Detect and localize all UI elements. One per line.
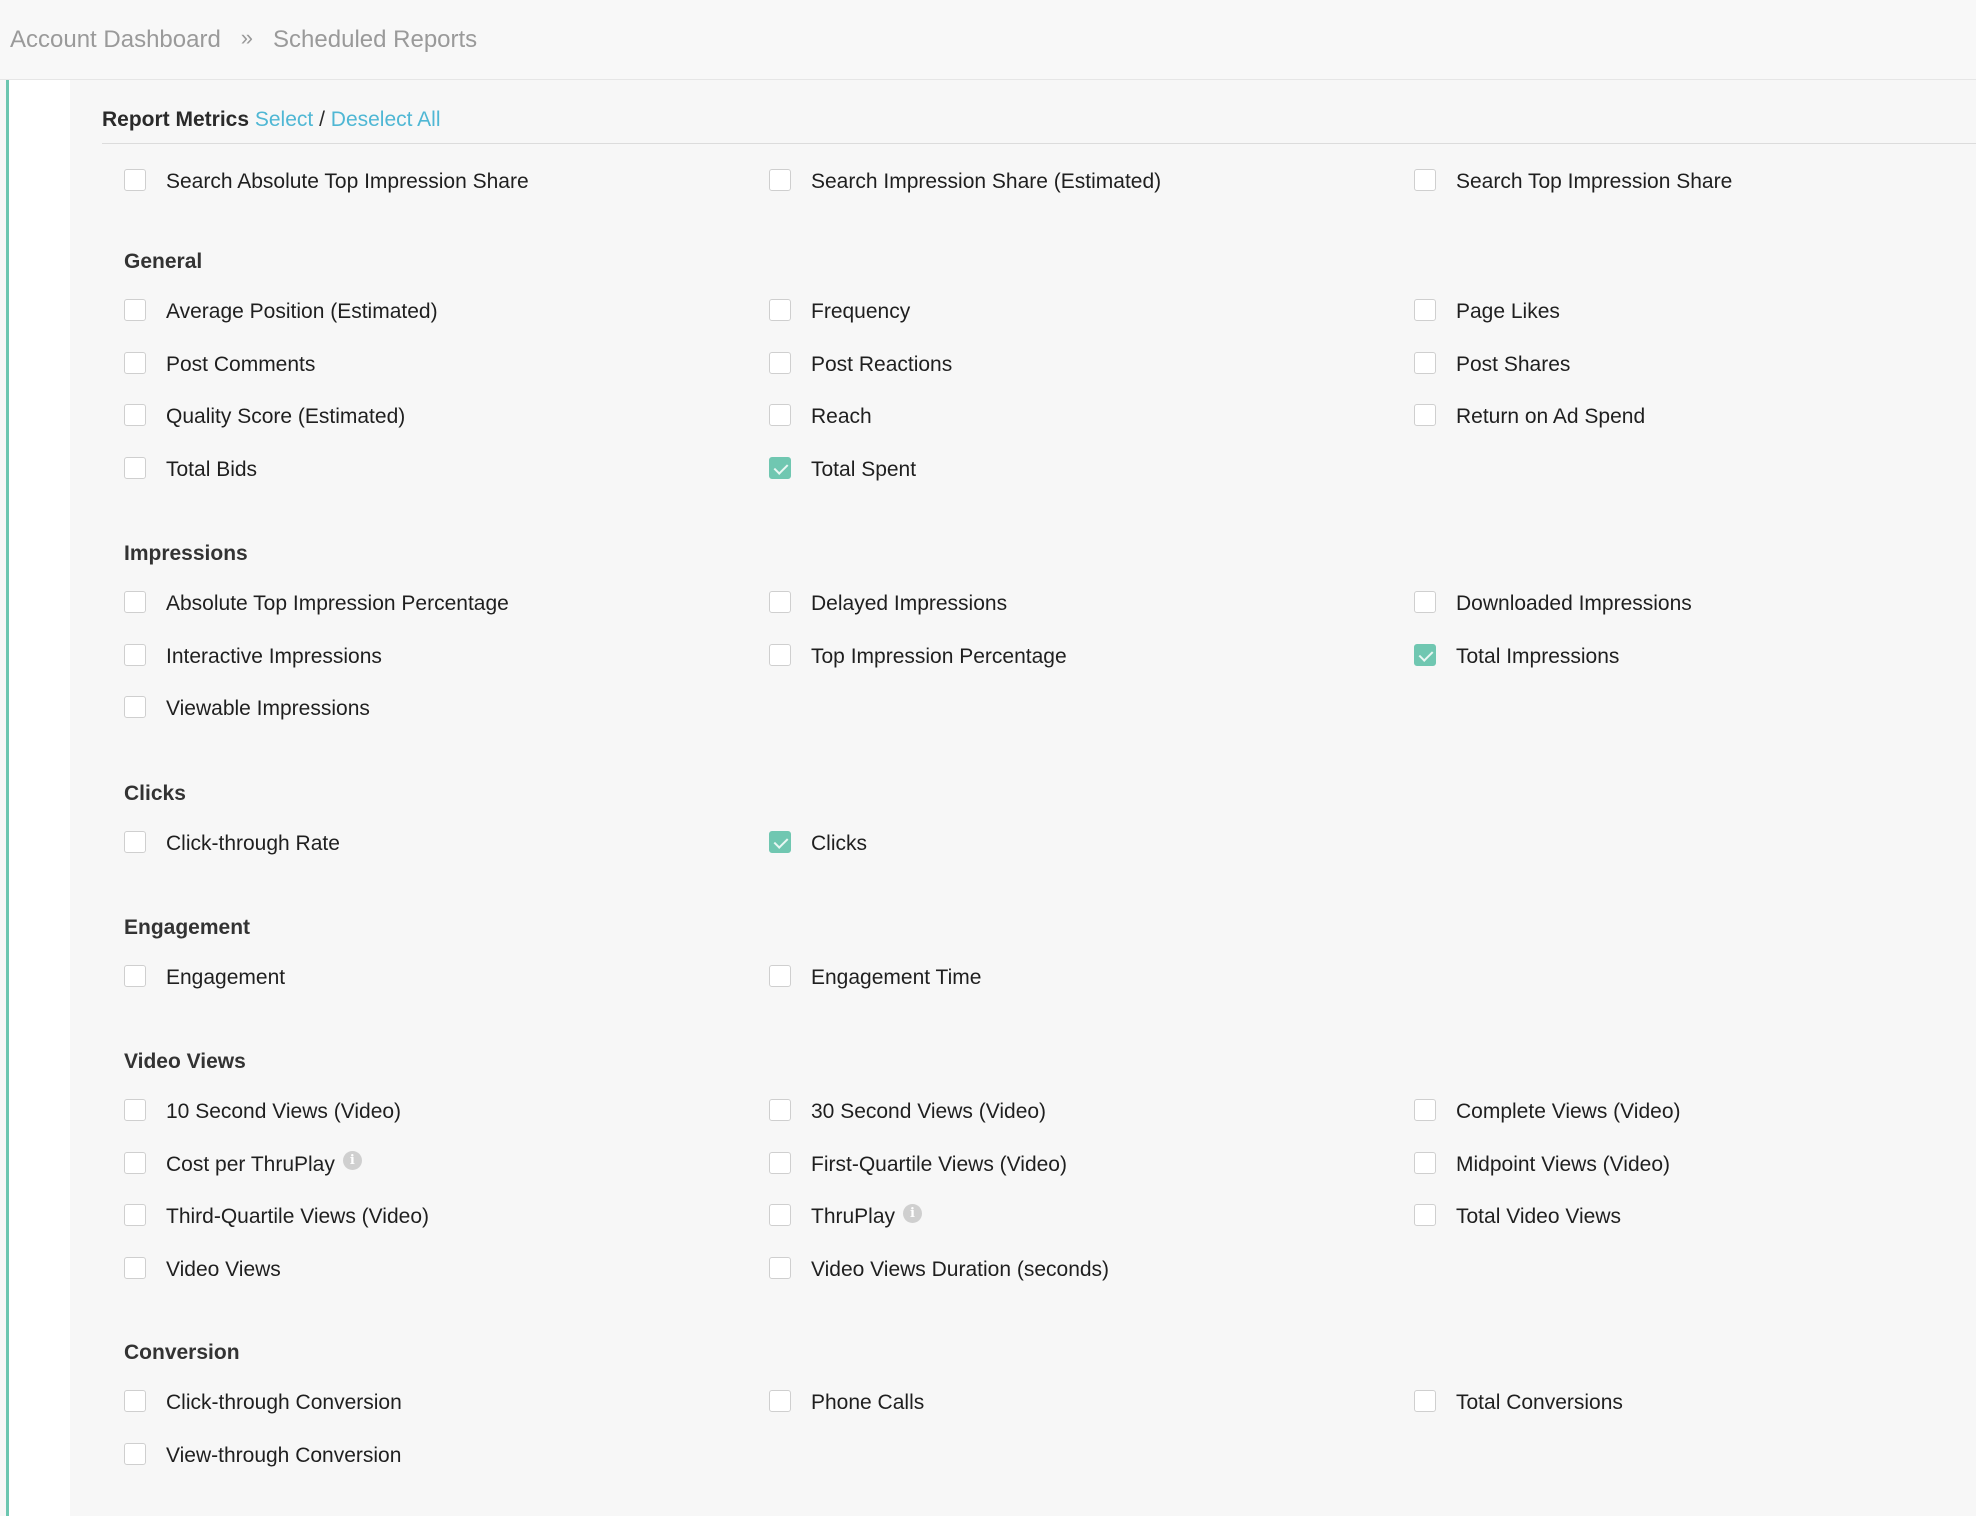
metric-label[interactable]: Frequency: [811, 300, 911, 324]
group-clicks: [124, 780, 1976, 871]
metric-total-conversions[interactable]: [1414, 1377, 1976, 1430]
breadcrumb-scheduled-reports[interactable]: Scheduled Reports: [273, 25, 478, 53]
metric-label[interactable]: 10 Second Views (Video): [166, 1100, 402, 1124]
metric-label[interactable]: Page Likes: [1456, 300, 1560, 324]
group-title: Video Views: [124, 1050, 246, 1073]
checkbox[interactable]: [124, 1204, 146, 1226]
group-grid: [124, 952, 1976, 1005]
checkbox[interactable]: [769, 965, 791, 987]
checkbox[interactable]: [124, 404, 146, 426]
breadcrumb-separator: »: [240, 24, 254, 50]
metric-clicks[interactable]: [769, 818, 1414, 871]
metric-label[interactable]: 30 Second Views (Video): [811, 1100, 1047, 1124]
metric-label[interactable]: Video Views Duration (seconds): [811, 1257, 1110, 1281]
group-title: Clicks: [124, 782, 186, 805]
metric-viewable-impressions[interactable]: [124, 683, 769, 736]
group-engagement: [124, 914, 1976, 1005]
metric-thruplay[interactable]: [769, 1191, 1414, 1244]
metric-page-likes[interactable]: [1414, 286, 1976, 339]
top-metrics-grid: [124, 156, 1976, 209]
top-bar: [0, 0, 1976, 80]
metric-engagement[interactable]: [124, 952, 769, 1005]
metric-third-quartile-views-video[interactable]: [124, 1191, 769, 1244]
deselect-all-link[interactable]: Deselect All: [330, 108, 441, 131]
metric-label[interactable]: Click-through Conversion: [166, 1391, 402, 1415]
metric-search-top-impression-share[interactable]: [1414, 156, 1976, 209]
metric-midpoint-views-video[interactable]: [1414, 1139, 1976, 1192]
group-title: Engagement: [124, 916, 251, 939]
metric-label[interactable]: Engagement: [166, 966, 286, 990]
metric-label[interactable]: Total Bids: [166, 457, 258, 481]
metric-first-quartile-views-video[interactable]: [769, 1139, 1414, 1192]
checkbox[interactable]: [1414, 1204, 1436, 1226]
metric-absolute-top-impression-percentage[interactable]: [124, 578, 769, 631]
select-deselect-separator: /: [319, 108, 325, 131]
group-general: [124, 248, 1976, 496]
metric-label[interactable]: Post Shares: [1456, 352, 1571, 376]
metric-delayed-impressions[interactable]: [769, 578, 1414, 631]
checkbox[interactable]: [769, 591, 791, 613]
metric-label[interactable]: Post Reactions: [811, 352, 953, 376]
report-metrics-panel: [70, 80, 1976, 1516]
metric-frequency[interactable]: [769, 286, 1414, 339]
checkbox[interactable]: [124, 644, 146, 666]
select-all-link[interactable]: Select: [254, 108, 314, 131]
metric-label[interactable]: Search Impression Share (Estimated): [811, 170, 1162, 194]
group-grid: [124, 1377, 1976, 1482]
metric-cost-per-thruplay[interactable]: [124, 1139, 769, 1192]
left-rail: [6, 80, 76, 1516]
metric-label[interactable]: Midpoint Views (Video): [1456, 1152, 1670, 1176]
metric-label[interactable]: First-Quartile Views (Video): [811, 1152, 1067, 1176]
metric-label[interactable]: Reach: [811, 405, 872, 429]
metric-label[interactable]: Click-through Rate: [166, 832, 340, 856]
checkbox[interactable]: [124, 352, 146, 374]
metric-post-comments[interactable]: [124, 339, 769, 392]
checkbox[interactable]: [769, 644, 791, 666]
group-grid: [124, 578, 1976, 736]
checkbox[interactable]: [769, 1204, 791, 1226]
group-conversion: [124, 1339, 1976, 1482]
metric-label[interactable]: Search Top Impression Share: [1456, 170, 1733, 194]
metric-label[interactable]: Quality Score (Estimated): [166, 405, 406, 429]
checkbox[interactable]: [1414, 1152, 1436, 1174]
metric-label[interactable]: Cost per ThruPlay: [166, 1152, 335, 1176]
metric-label[interactable]: Return on Ad Spend: [1456, 405, 1646, 429]
checkbox[interactable]: [1414, 169, 1436, 191]
metric-10-second-views-video[interactable]: [124, 1086, 769, 1139]
checkbox[interactable]: [1414, 591, 1436, 613]
breadcrumb-account-dashboard[interactable]: Account Dashboard: [10, 25, 221, 53]
metric-label[interactable]: ThruPlay: [811, 1205, 896, 1229]
metric-30-second-views-video[interactable]: [769, 1086, 1414, 1139]
metric-label[interactable]: Total Conversions: [1456, 1391, 1623, 1415]
metric-label[interactable]: Search Absolute Top Impression Share: [166, 170, 529, 194]
checkbox[interactable]: [124, 1152, 146, 1174]
metric-average-position-estimated[interactable]: [124, 286, 769, 339]
checkbox[interactable]: [124, 169, 146, 191]
metric-phone-calls[interactable]: [769, 1377, 1414, 1430]
checkbox[interactable]: [1414, 1099, 1436, 1121]
checkbox[interactable]: [769, 1152, 791, 1174]
group-impressions: [124, 540, 1976, 736]
checkbox[interactable]: [769, 831, 791, 853]
checkbox[interactable]: [1414, 352, 1436, 374]
metric-complete-views-video[interactable]: [1414, 1086, 1976, 1139]
checkbox[interactable]: [1414, 404, 1436, 426]
checkbox[interactable]: [124, 831, 146, 853]
metric-search-absolute-top-impression-share[interactable]: [124, 156, 769, 209]
metric-label[interactable]: Total Impressions: [1456, 644, 1620, 668]
metric-downloaded-impressions[interactable]: [1414, 578, 1976, 631]
info-icon[interactable]: i: [903, 1204, 922, 1223]
metric-reach[interactable]: [769, 391, 1414, 444]
metric-label[interactable]: Total Spent: [811, 457, 917, 481]
metric-post-reactions[interactable]: [769, 339, 1414, 392]
metric-label[interactable]: Delayed Impressions: [811, 592, 1008, 616]
metric-view-through-conversion[interactable]: [124, 1430, 769, 1483]
metric-label[interactable]: Post Comments: [166, 352, 316, 376]
metric-label[interactable]: Viewable Impressions: [166, 697, 370, 721]
metric-engagement-time[interactable]: [769, 952, 1414, 1005]
checkbox[interactable]: [124, 1257, 146, 1279]
checkbox[interactable]: [769, 1390, 791, 1412]
metric-video-views-duration-seconds[interactable]: [769, 1244, 1414, 1297]
metric-label[interactable]: Third-Quartile Views (Video): [166, 1205, 429, 1229]
metric-label[interactable]: View-through Conversion: [166, 1443, 402, 1467]
metrics-title: Report Metrics: [102, 108, 250, 131]
metric-label[interactable]: Total Video Views: [1456, 1205, 1621, 1229]
metric-label[interactable]: Absolute Top Impression Percentage: [166, 592, 509, 616]
metric-post-shares[interactable]: [1414, 339, 1976, 392]
metric-click-through-rate[interactable]: [124, 818, 769, 871]
metric-label[interactable]: Engagement Time: [811, 966, 982, 990]
checkbox[interactable]: [1414, 1390, 1436, 1412]
group-title: General: [124, 250, 203, 273]
checkbox[interactable]: [124, 1443, 146, 1465]
metric-label[interactable]: Clicks: [811, 832, 867, 856]
checkbox[interactable]: [1414, 299, 1436, 321]
checkbox[interactable]: [124, 965, 146, 987]
group-grid: [124, 286, 1976, 496]
metric-search-impression-share-estimated[interactable]: [769, 156, 1414, 209]
metric-video-views[interactable]: [124, 1244, 769, 1297]
checkbox[interactable]: [769, 299, 791, 321]
metric-total-bids[interactable]: [124, 444, 769, 497]
group-grid: [124, 1086, 1976, 1296]
metric-label[interactable]: Complete Views (Video): [1456, 1100, 1681, 1124]
metric-top-impression-percentage[interactable]: [769, 631, 1414, 684]
metric-label[interactable]: Interactive Impressions: [166, 644, 382, 668]
checkbox[interactable]: [769, 404, 791, 426]
group-video-views: [124, 1048, 1976, 1296]
metric-quality-score-estimated[interactable]: [124, 391, 769, 444]
metric-label[interactable]: Downloaded Impressions: [1456, 592, 1692, 616]
checkbox[interactable]: [769, 1099, 791, 1121]
checkbox[interactable]: [124, 696, 146, 718]
metric-click-through-conversion[interactable]: [124, 1377, 769, 1430]
metric-label[interactable]: Average Position (Estimated): [166, 300, 438, 324]
checkbox[interactable]: [124, 591, 146, 613]
checkbox[interactable]: [124, 1390, 146, 1412]
checkbox[interactable]: [769, 352, 791, 374]
metric-total-video-views[interactable]: [1414, 1191, 1976, 1244]
metric-total-impressions[interactable]: [1414, 631, 1976, 684]
metric-return-on-ad-spend[interactable]: [1414, 391, 1976, 444]
metric-interactive-impressions[interactable]: [124, 631, 769, 684]
checkbox[interactable]: [769, 1257, 791, 1279]
checkbox[interactable]: [124, 299, 146, 321]
checkbox[interactable]: [1414, 644, 1436, 666]
info-icon[interactable]: i: [343, 1151, 362, 1170]
metric-label[interactable]: Video Views: [166, 1257, 281, 1281]
checkbox[interactable]: [124, 1099, 146, 1121]
metric-label[interactable]: Top Impression Percentage: [811, 644, 1067, 668]
group-title: Impressions: [124, 542, 248, 565]
checkbox[interactable]: [769, 457, 791, 479]
group-title: Conversion: [124, 1341, 240, 1364]
checkbox[interactable]: [124, 457, 146, 479]
group-grid: [124, 818, 1976, 871]
top-metrics-group: [124, 156, 1976, 209]
metric-total-spent[interactable]: [769, 444, 1414, 497]
checkbox[interactable]: [769, 169, 791, 191]
metric-label[interactable]: Phone Calls: [811, 1391, 925, 1415]
metrics-header: [102, 108, 1976, 144]
